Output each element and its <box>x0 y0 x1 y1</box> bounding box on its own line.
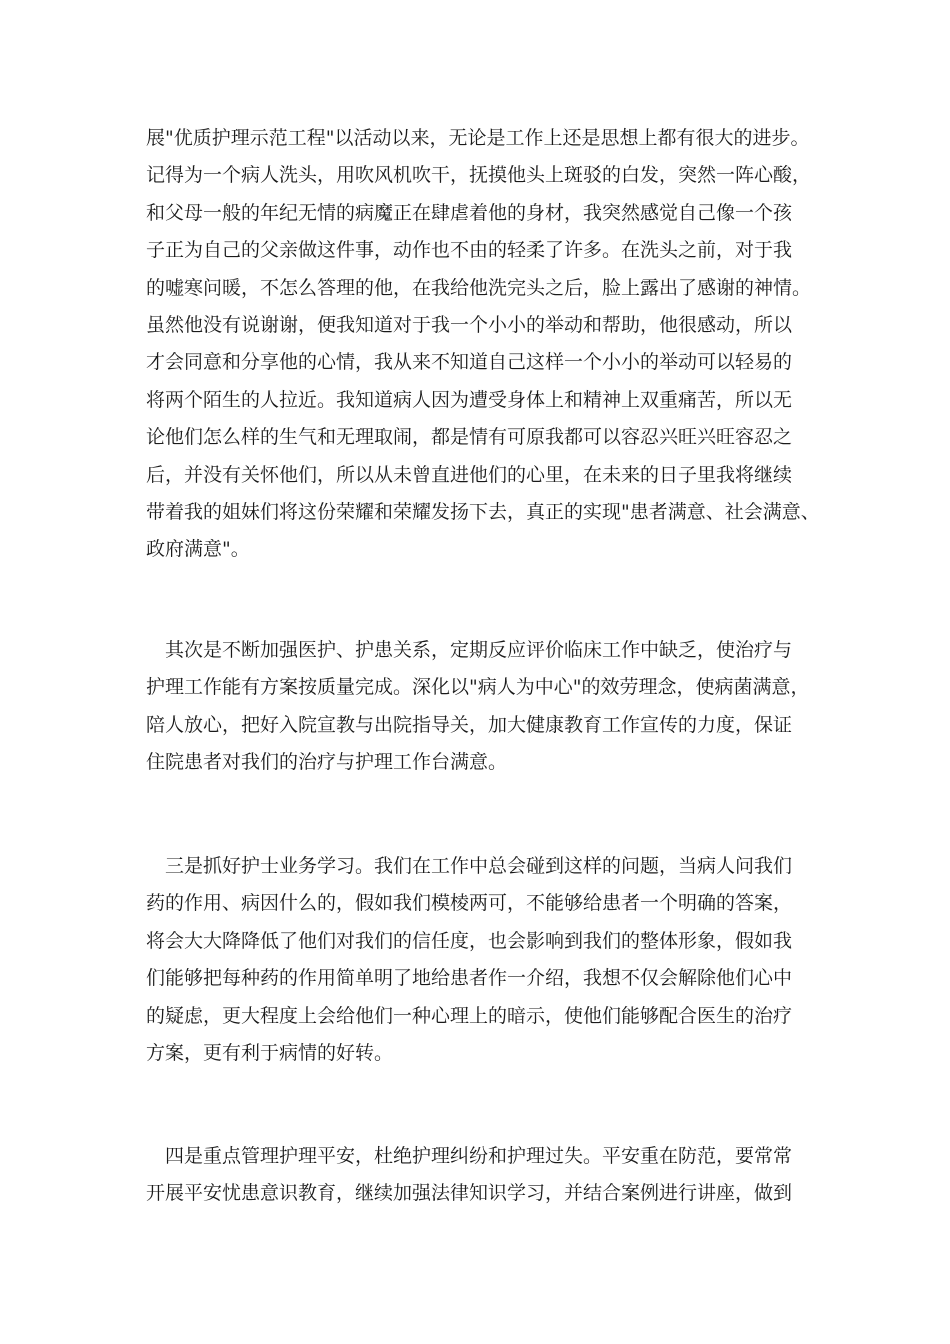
text-line-indented: 三是抓好护士业务学习。我们在工作中总会碰到这样的问题，当病人问我们 <box>165 855 793 877</box>
text-line: 将两个陌生的人拉近。我知道病人因为遭受身体上和精神上双重痛苦，所以无 <box>146 388 793 411</box>
text-line-indented: 其次是不断加强医护、护患关系，定期反应评价临床工作中缺乏，使治疗与 <box>165 639 793 661</box>
text-line: 方案，更有利于病情的好转。 <box>146 1041 394 1064</box>
text-line: 陪人放心，把好入院宣教与出院指导关，加大健康教育工作宣传的力度，保证 <box>146 713 793 736</box>
text-line-indented: 四是重点管理护理平安，杜绝护理纠纷和护理过失。平安重在防范，要常常 <box>165 1145 793 1167</box>
text-line: 带着我的姐妹们将这份荣耀和荣耀发扬下去，真正的实现"患者满意、社会满意、 <box>146 500 820 523</box>
text-line: 后，并没有关怀他们，所以从未曾直进他们的心里，在未来的日子里我将继续 <box>146 463 793 486</box>
paragraph-4 <box>146 1138 826 1213</box>
paragraph-3 <box>146 848 826 1072</box>
text-line: 的疑虑，更大程度上会给他们一种心理上的暗示，使他们能够配合医生的治疗 <box>146 1004 793 1027</box>
text-line: 护理工作能有方案按质量完成。深化以"病人为中心"的效劳理念，使病菌满意， <box>146 676 810 699</box>
text-line: 子正为自己的父亲做这件事，动作也不由的轻柔了许多。在洗头之前，对于我 <box>146 239 793 262</box>
text-line: 虽然他没有说谢谢，便我知道对于我一个小小的举动和帮助，他很感动，所以 <box>146 313 793 336</box>
text-line: 展"优质护理示范工程"以活动以来，无论是工作上还是思想上都有很大的进步。 <box>146 127 810 149</box>
text-line: 们能够把每种药的作用简单明了地给患者作一介绍，我想不仅会解除他们心中 <box>146 967 793 990</box>
paragraph-1 <box>146 120 826 569</box>
text-line: 的嘘寒问暖，不怎么答理的他，在我给他洗完头之后，脸上露出了感谢的神情。 <box>146 276 812 299</box>
paragraph-2 <box>146 632 826 782</box>
text-line: 药的作用、病因什么的，假如我们模棱两可，不能够给患者一个明确的答案， <box>146 892 793 915</box>
text-line: 住院患者对我们的治疗与护理工作台满意。 <box>146 751 508 774</box>
text-line: 记得为一个病人洗头，用吹风机吹干，抚摸他头上斑驳的白发，突然一阵心酸， <box>146 164 812 187</box>
text-line: 政府满意"。 <box>146 538 250 561</box>
text-line: 和父母一般的年纪无情的病魔正在肆虐着他的身材，我突然感觉自己像一个孩 <box>146 201 793 224</box>
text-line: 开展平安忧患意识教育，继续加强法律知识学习，并结合案例进行讲座，做到 <box>146 1182 793 1205</box>
text-line: 论他们怎么样的生气和无理取闹，都是情有可原我都可以容忍兴旺兴旺容忍之 <box>146 426 793 449</box>
text-line: 才会同意和分享他的心情，我从来不知道自己这样一个小小的举动可以轻易的 <box>146 351 793 374</box>
text-line: 将会大大降降低了他们对我们的信任度，也会影响到我们的整体形象，假如我 <box>146 929 793 952</box>
